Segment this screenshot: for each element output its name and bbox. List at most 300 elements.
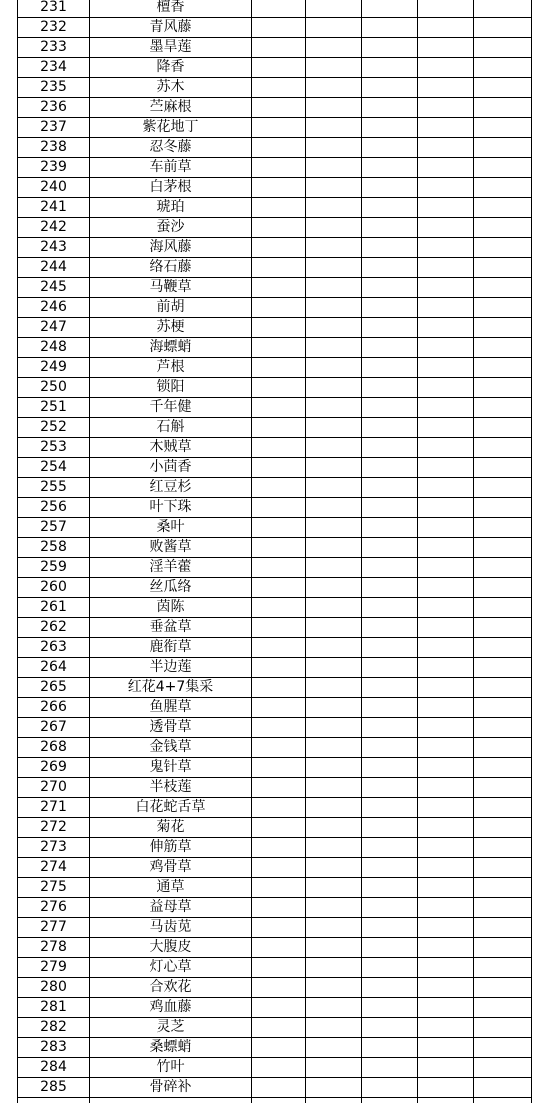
herb-name-cell[interactable]: 马鞭草 xyxy=(90,278,252,298)
row-number-cell[interactable]: 254 xyxy=(18,458,90,478)
empty-cell[interactable] xyxy=(252,758,306,778)
empty-cell[interactable] xyxy=(362,398,418,418)
empty-cell[interactable] xyxy=(306,138,362,158)
empty-cell[interactable] xyxy=(252,478,306,498)
herb-name-cell[interactable]: 忍冬藤 xyxy=(90,138,252,158)
empty-cell[interactable] xyxy=(362,758,418,778)
empty-cell[interactable] xyxy=(252,818,306,838)
empty-cell[interactable] xyxy=(362,198,418,218)
empty-cell[interactable] xyxy=(418,938,474,958)
empty-cell[interactable] xyxy=(418,978,474,998)
empty-cell[interactable] xyxy=(418,398,474,418)
empty-cell[interactable] xyxy=(474,218,532,238)
row-number-cell[interactable]: 238 xyxy=(18,138,90,158)
row-number-cell[interactable]: 274 xyxy=(18,858,90,878)
empty-cell[interactable] xyxy=(252,838,306,858)
empty-cell[interactable] xyxy=(306,438,362,458)
empty-cell[interactable] xyxy=(252,418,306,438)
row-number-cell[interactable]: 281 xyxy=(18,998,90,1018)
empty-cell[interactable] xyxy=(362,838,418,858)
empty-cell[interactable] xyxy=(418,598,474,618)
empty-cell[interactable] xyxy=(252,538,306,558)
empty-cell[interactable] xyxy=(474,258,532,278)
row-number-cell[interactable]: 276 xyxy=(18,898,90,918)
empty-cell[interactable] xyxy=(306,538,362,558)
herb-name-cell[interactable]: 千年健 xyxy=(90,398,252,418)
herb-name-cell[interactable]: 降香 xyxy=(90,58,252,78)
herb-name-cell[interactable]: 海螵蛸 xyxy=(90,338,252,358)
empty-cell[interactable] xyxy=(306,458,362,478)
empty-cell[interactable] xyxy=(252,738,306,758)
herb-name-cell[interactable]: 灯心草 xyxy=(90,958,252,978)
empty-cell[interactable] xyxy=(474,458,532,478)
empty-cell[interactable] xyxy=(252,658,306,678)
empty-cell[interactable] xyxy=(306,998,362,1018)
row-number-cell[interactable]: 265 xyxy=(18,678,90,698)
herb-name-cell[interactable]: 紫花地丁 xyxy=(90,118,252,138)
empty-cell[interactable] xyxy=(306,1058,362,1078)
herb-name-cell[interactable]: 灵芝 xyxy=(90,1018,252,1038)
empty-cell[interactable] xyxy=(362,638,418,658)
empty-cell[interactable] xyxy=(362,678,418,698)
herb-name-cell[interactable]: 金钱草 xyxy=(90,738,252,758)
empty-cell[interactable] xyxy=(418,858,474,878)
empty-cell[interactable] xyxy=(362,118,418,138)
empty-cell[interactable] xyxy=(362,538,418,558)
empty-cell[interactable] xyxy=(252,938,306,958)
row-number-cell[interactable]: 256 xyxy=(18,498,90,518)
empty-cell[interactable] xyxy=(306,658,362,678)
herb-name-cell[interactable]: 大腹皮 xyxy=(90,938,252,958)
empty-cell[interactable] xyxy=(306,258,362,278)
empty-cell[interactable] xyxy=(252,0,306,18)
empty-cell[interactable] xyxy=(252,298,306,318)
empty-cell[interactable] xyxy=(306,118,362,138)
row-number-cell[interactable]: 278 xyxy=(18,938,90,958)
empty-cell[interactable] xyxy=(252,278,306,298)
herb-name-cell[interactable]: 鱼腥草 xyxy=(90,698,252,718)
empty-cell[interactable] xyxy=(418,778,474,798)
empty-cell[interactable] xyxy=(418,98,474,118)
empty-cell[interactable] xyxy=(474,998,532,1018)
empty-cell[interactable] xyxy=(252,158,306,178)
empty-cell[interactable] xyxy=(474,78,532,98)
empty-cell[interactable] xyxy=(252,18,306,38)
empty-cell[interactable] xyxy=(306,498,362,518)
empty-cell[interactable] xyxy=(362,818,418,838)
empty-cell[interactable] xyxy=(474,658,532,678)
herb-name-cell[interactable]: 淫羊藿 xyxy=(90,558,252,578)
empty-cell[interactable] xyxy=(362,738,418,758)
herb-name-cell[interactable]: 骨碎补 xyxy=(90,1078,252,1098)
empty-cell[interactable] xyxy=(306,0,362,18)
empty-cell[interactable] xyxy=(362,798,418,818)
empty-cell[interactable] xyxy=(362,1058,418,1078)
empty-cell[interactable] xyxy=(306,698,362,718)
row-number-cell[interactable]: 252 xyxy=(18,418,90,438)
empty-cell[interactable] xyxy=(474,98,532,118)
empty-cell[interactable] xyxy=(252,518,306,538)
row-number-cell[interactable]: 235 xyxy=(18,78,90,98)
empty-cell[interactable] xyxy=(362,38,418,58)
row-number-cell[interactable]: 272 xyxy=(18,818,90,838)
empty-cell[interactable] xyxy=(474,1078,532,1098)
empty-cell[interactable] xyxy=(362,618,418,638)
empty-cell[interactable] xyxy=(252,498,306,518)
empty-cell[interactable] xyxy=(418,258,474,278)
empty-cell[interactable] xyxy=(474,278,532,298)
herb-name-cell[interactable]: 马齿苋 xyxy=(90,918,252,938)
empty-cell[interactable] xyxy=(306,718,362,738)
empty-cell[interactable] xyxy=(474,118,532,138)
empty-cell[interactable] xyxy=(362,298,418,318)
herb-name-cell[interactable]: 垂盆草 xyxy=(90,618,252,638)
empty-cell[interactable] xyxy=(362,438,418,458)
row-number-cell[interactable] xyxy=(18,1098,90,1103)
empty-cell[interactable] xyxy=(306,238,362,258)
empty-cell[interactable] xyxy=(418,758,474,778)
herb-name-cell[interactable]: 苎麻根 xyxy=(90,98,252,118)
row-number-cell[interactable]: 261 xyxy=(18,598,90,618)
empty-cell[interactable] xyxy=(418,718,474,738)
row-number-cell[interactable]: 279 xyxy=(18,958,90,978)
empty-cell[interactable] xyxy=(306,198,362,218)
empty-cell[interactable] xyxy=(252,638,306,658)
herb-name-cell[interactable]: 桑叶 xyxy=(90,518,252,538)
empty-cell[interactable] xyxy=(306,318,362,338)
empty-cell[interactable] xyxy=(474,358,532,378)
empty-cell[interactable] xyxy=(306,38,362,58)
herb-name-cell[interactable]: 檀香 xyxy=(90,0,252,18)
empty-cell[interactable] xyxy=(362,878,418,898)
empty-cell[interactable] xyxy=(362,998,418,1018)
empty-cell[interactable] xyxy=(252,258,306,278)
empty-cell[interactable] xyxy=(418,1078,474,1098)
empty-cell[interactable] xyxy=(418,298,474,318)
empty-cell[interactable] xyxy=(362,418,418,438)
herb-name-cell[interactable]: 芦根 xyxy=(90,358,252,378)
empty-cell[interactable] xyxy=(306,598,362,618)
row-number-cell[interactable]: 269 xyxy=(18,758,90,778)
herb-name-cell[interactable]: 合欢花 xyxy=(90,978,252,998)
row-number-cell[interactable]: 239 xyxy=(18,158,90,178)
herb-name-cell[interactable]: 前胡 xyxy=(90,298,252,318)
empty-cell[interactable] xyxy=(252,318,306,338)
empty-cell[interactable] xyxy=(418,378,474,398)
empty-cell[interactable] xyxy=(306,958,362,978)
empty-cell[interactable] xyxy=(474,678,532,698)
herb-name-cell[interactable]: 木贼草 xyxy=(90,438,252,458)
empty-cell[interactable] xyxy=(418,638,474,658)
empty-cell[interactable] xyxy=(418,998,474,1018)
empty-cell[interactable] xyxy=(306,78,362,98)
empty-cell[interactable] xyxy=(362,578,418,598)
empty-cell[interactable] xyxy=(474,798,532,818)
row-number-cell[interactable]: 243 xyxy=(18,238,90,258)
empty-cell[interactable] xyxy=(306,618,362,638)
empty-cell[interactable] xyxy=(418,138,474,158)
row-number-cell[interactable]: 234 xyxy=(18,58,90,78)
row-number-cell[interactable]: 280 xyxy=(18,978,90,998)
empty-cell[interactable] xyxy=(252,238,306,258)
empty-cell[interactable] xyxy=(474,578,532,598)
empty-cell[interactable] xyxy=(252,1098,306,1103)
empty-cell[interactable] xyxy=(418,1058,474,1078)
empty-cell[interactable] xyxy=(252,438,306,458)
empty-cell[interactable] xyxy=(252,1058,306,1078)
empty-cell[interactable] xyxy=(362,218,418,238)
empty-cell[interactable] xyxy=(362,1038,418,1058)
empty-cell[interactable] xyxy=(474,18,532,38)
row-number-cell[interactable]: 255 xyxy=(18,478,90,498)
empty-cell[interactable] xyxy=(474,378,532,398)
empty-cell[interactable] xyxy=(474,438,532,458)
empty-cell[interactable] xyxy=(306,778,362,798)
empty-cell[interactable] xyxy=(474,938,532,958)
row-number-cell[interactable]: 264 xyxy=(18,658,90,678)
empty-cell[interactable] xyxy=(474,298,532,318)
empty-cell[interactable] xyxy=(418,538,474,558)
empty-cell[interactable] xyxy=(474,58,532,78)
empty-cell[interactable] xyxy=(418,238,474,258)
empty-cell[interactable] xyxy=(306,838,362,858)
empty-cell[interactable] xyxy=(474,418,532,438)
empty-cell[interactable] xyxy=(362,718,418,738)
empty-cell[interactable] xyxy=(306,1038,362,1058)
empty-cell[interactable] xyxy=(418,738,474,758)
herb-name-cell[interactable]: 败酱草 xyxy=(90,538,252,558)
row-number-cell[interactable]: 259 xyxy=(18,558,90,578)
empty-cell[interactable] xyxy=(362,478,418,498)
empty-cell[interactable] xyxy=(362,178,418,198)
row-number-cell[interactable]: 283 xyxy=(18,1038,90,1058)
empty-cell[interactable] xyxy=(362,698,418,718)
row-number-cell[interactable]: 232 xyxy=(18,18,90,38)
row-number-cell[interactable]: 282 xyxy=(18,1018,90,1038)
empty-cell[interactable] xyxy=(306,898,362,918)
empty-cell[interactable] xyxy=(418,818,474,838)
herb-name-cell[interactable]: 锁阳 xyxy=(90,378,252,398)
herb-name-cell[interactable]: 桑螵蛸 xyxy=(90,1038,252,1058)
herb-name-cell[interactable]: 车前草 xyxy=(90,158,252,178)
empty-cell[interactable] xyxy=(252,998,306,1018)
empty-cell[interactable] xyxy=(418,498,474,518)
empty-cell[interactable] xyxy=(418,38,474,58)
empty-cell[interactable] xyxy=(474,178,532,198)
empty-cell[interactable] xyxy=(252,218,306,238)
empty-cell[interactable] xyxy=(362,1018,418,1038)
empty-cell[interactable] xyxy=(362,978,418,998)
empty-cell[interactable] xyxy=(474,978,532,998)
empty-cell[interactable] xyxy=(418,478,474,498)
empty-cell[interactable] xyxy=(362,918,418,938)
empty-cell[interactable] xyxy=(418,78,474,98)
empty-cell[interactable] xyxy=(474,698,532,718)
row-number-cell[interactable]: 233 xyxy=(18,38,90,58)
empty-cell[interactable] xyxy=(252,598,306,618)
herb-name-cell[interactable]: 叶下珠 xyxy=(90,498,252,518)
empty-cell[interactable] xyxy=(362,78,418,98)
empty-cell[interactable] xyxy=(418,418,474,438)
empty-cell[interactable] xyxy=(362,1098,418,1103)
row-number-cell[interactable]: 251 xyxy=(18,398,90,418)
empty-cell[interactable] xyxy=(418,118,474,138)
empty-cell[interactable] xyxy=(362,98,418,118)
empty-cell[interactable] xyxy=(252,378,306,398)
row-number-cell[interactable]: 263 xyxy=(18,638,90,658)
empty-cell[interactable] xyxy=(418,958,474,978)
empty-cell[interactable] xyxy=(474,778,532,798)
empty-cell[interactable] xyxy=(252,1078,306,1098)
empty-cell[interactable] xyxy=(306,918,362,938)
herb-name-cell[interactable]: 白茅根 xyxy=(90,178,252,198)
empty-cell[interactable] xyxy=(252,718,306,738)
empty-cell[interactable] xyxy=(474,158,532,178)
herb-name-cell[interactable]: 通草 xyxy=(90,878,252,898)
herb-name-cell[interactable]: 鬼针草 xyxy=(90,758,252,778)
empty-cell[interactable] xyxy=(362,138,418,158)
empty-cell[interactable] xyxy=(362,958,418,978)
empty-cell[interactable] xyxy=(418,1018,474,1038)
row-number-cell[interactable]: 231 xyxy=(18,0,90,18)
herb-name-cell[interactable]: 鸡血藤 xyxy=(90,998,252,1018)
empty-cell[interactable] xyxy=(306,678,362,698)
herb-name-cell[interactable]: 蚕沙 xyxy=(90,218,252,238)
empty-cell[interactable] xyxy=(306,558,362,578)
empty-cell[interactable] xyxy=(362,18,418,38)
empty-cell[interactable] xyxy=(418,158,474,178)
row-number-cell[interactable]: 260 xyxy=(18,578,90,598)
empty-cell[interactable] xyxy=(474,758,532,778)
empty-cell[interactable] xyxy=(252,798,306,818)
empty-cell[interactable] xyxy=(306,1098,362,1103)
empty-cell[interactable] xyxy=(362,558,418,578)
empty-cell[interactable] xyxy=(306,738,362,758)
empty-cell[interactable] xyxy=(474,1018,532,1038)
row-number-cell[interactable]: 273 xyxy=(18,838,90,858)
row-number-cell[interactable]: 266 xyxy=(18,698,90,718)
empty-cell[interactable] xyxy=(418,358,474,378)
row-number-cell[interactable]: 249 xyxy=(18,358,90,378)
empty-cell[interactable] xyxy=(306,378,362,398)
empty-cell[interactable] xyxy=(418,1098,474,1103)
herb-name-cell[interactable]: 鸡骨草 xyxy=(90,858,252,878)
empty-cell[interactable] xyxy=(418,198,474,218)
row-number-cell[interactable]: 242 xyxy=(18,218,90,238)
empty-cell[interactable] xyxy=(474,738,532,758)
row-number-cell[interactable]: 268 xyxy=(18,738,90,758)
empty-cell[interactable] xyxy=(362,498,418,518)
empty-cell[interactable] xyxy=(306,218,362,238)
empty-cell[interactable] xyxy=(252,118,306,138)
empty-cell[interactable] xyxy=(306,98,362,118)
empty-cell[interactable] xyxy=(252,558,306,578)
herb-name-cell[interactable]: 海风藤 xyxy=(90,238,252,258)
herb-name-cell[interactable]: 益母草 xyxy=(90,898,252,918)
empty-cell[interactable] xyxy=(362,158,418,178)
empty-cell[interactable] xyxy=(474,478,532,498)
empty-cell[interactable] xyxy=(306,58,362,78)
empty-cell[interactable] xyxy=(252,458,306,478)
empty-cell[interactable] xyxy=(252,678,306,698)
empty-cell[interactable] xyxy=(418,558,474,578)
empty-cell[interactable] xyxy=(418,278,474,298)
herb-name-cell[interactable]: 伸筋草 xyxy=(90,838,252,858)
herb-name-cell[interactable]: 白花蛇舌草 xyxy=(90,798,252,818)
empty-cell[interactable] xyxy=(362,858,418,878)
empty-cell[interactable] xyxy=(362,378,418,398)
empty-cell[interactable] xyxy=(474,518,532,538)
empty-cell[interactable] xyxy=(474,818,532,838)
empty-cell[interactable] xyxy=(418,798,474,818)
empty-cell[interactable] xyxy=(252,198,306,218)
empty-cell[interactable] xyxy=(252,398,306,418)
empty-cell[interactable] xyxy=(418,678,474,698)
empty-cell[interactable] xyxy=(474,598,532,618)
empty-cell[interactable] xyxy=(474,498,532,518)
empty-cell[interactable] xyxy=(252,878,306,898)
empty-cell[interactable] xyxy=(362,598,418,618)
row-number-cell[interactable]: 262 xyxy=(18,618,90,638)
row-number-cell[interactable]: 248 xyxy=(18,338,90,358)
empty-cell[interactable] xyxy=(306,578,362,598)
row-number-cell[interactable]: 284 xyxy=(18,1058,90,1078)
empty-cell[interactable] xyxy=(252,178,306,198)
herb-name-cell[interactable]: 竹叶 xyxy=(90,1058,252,1078)
empty-cell[interactable] xyxy=(474,318,532,338)
empty-cell[interactable] xyxy=(474,898,532,918)
herb-name-cell[interactable]: 苏梗 xyxy=(90,318,252,338)
empty-cell[interactable] xyxy=(306,938,362,958)
empty-cell[interactable] xyxy=(362,1078,418,1098)
empty-cell[interactable] xyxy=(474,1058,532,1078)
row-number-cell[interactable]: 267 xyxy=(18,718,90,738)
empty-cell[interactable] xyxy=(362,778,418,798)
empty-cell[interactable] xyxy=(418,658,474,678)
empty-cell[interactable] xyxy=(362,238,418,258)
herb-name-cell[interactable] xyxy=(90,1098,252,1103)
empty-cell[interactable] xyxy=(474,838,532,858)
empty-cell[interactable] xyxy=(306,278,362,298)
row-number-cell[interactable]: 241 xyxy=(18,198,90,218)
empty-cell[interactable] xyxy=(362,278,418,298)
empty-cell[interactable] xyxy=(474,718,532,738)
empty-cell[interactable] xyxy=(252,58,306,78)
herb-name-cell[interactable]: 红花4+7集采 xyxy=(90,678,252,698)
empty-cell[interactable] xyxy=(252,358,306,378)
empty-cell[interactable] xyxy=(306,978,362,998)
empty-cell[interactable] xyxy=(474,0,532,18)
herb-name-cell[interactable]: 半边莲 xyxy=(90,658,252,678)
herb-name-cell[interactable]: 苏木 xyxy=(90,78,252,98)
empty-cell[interactable] xyxy=(306,478,362,498)
empty-cell[interactable] xyxy=(362,0,418,18)
empty-cell[interactable] xyxy=(418,58,474,78)
herb-name-cell[interactable]: 络石藤 xyxy=(90,258,252,278)
empty-cell[interactable] xyxy=(252,918,306,938)
empty-cell[interactable] xyxy=(252,618,306,638)
empty-cell[interactable] xyxy=(474,138,532,158)
empty-cell[interactable] xyxy=(252,978,306,998)
empty-cell[interactable] xyxy=(362,58,418,78)
empty-cell[interactable] xyxy=(418,1038,474,1058)
herb-name-cell[interactable]: 鹿衔草 xyxy=(90,638,252,658)
empty-cell[interactable] xyxy=(306,878,362,898)
empty-cell[interactable] xyxy=(418,0,474,18)
herb-name-cell[interactable]: 小茴香 xyxy=(90,458,252,478)
empty-cell[interactable] xyxy=(474,958,532,978)
empty-cell[interactable] xyxy=(474,618,532,638)
